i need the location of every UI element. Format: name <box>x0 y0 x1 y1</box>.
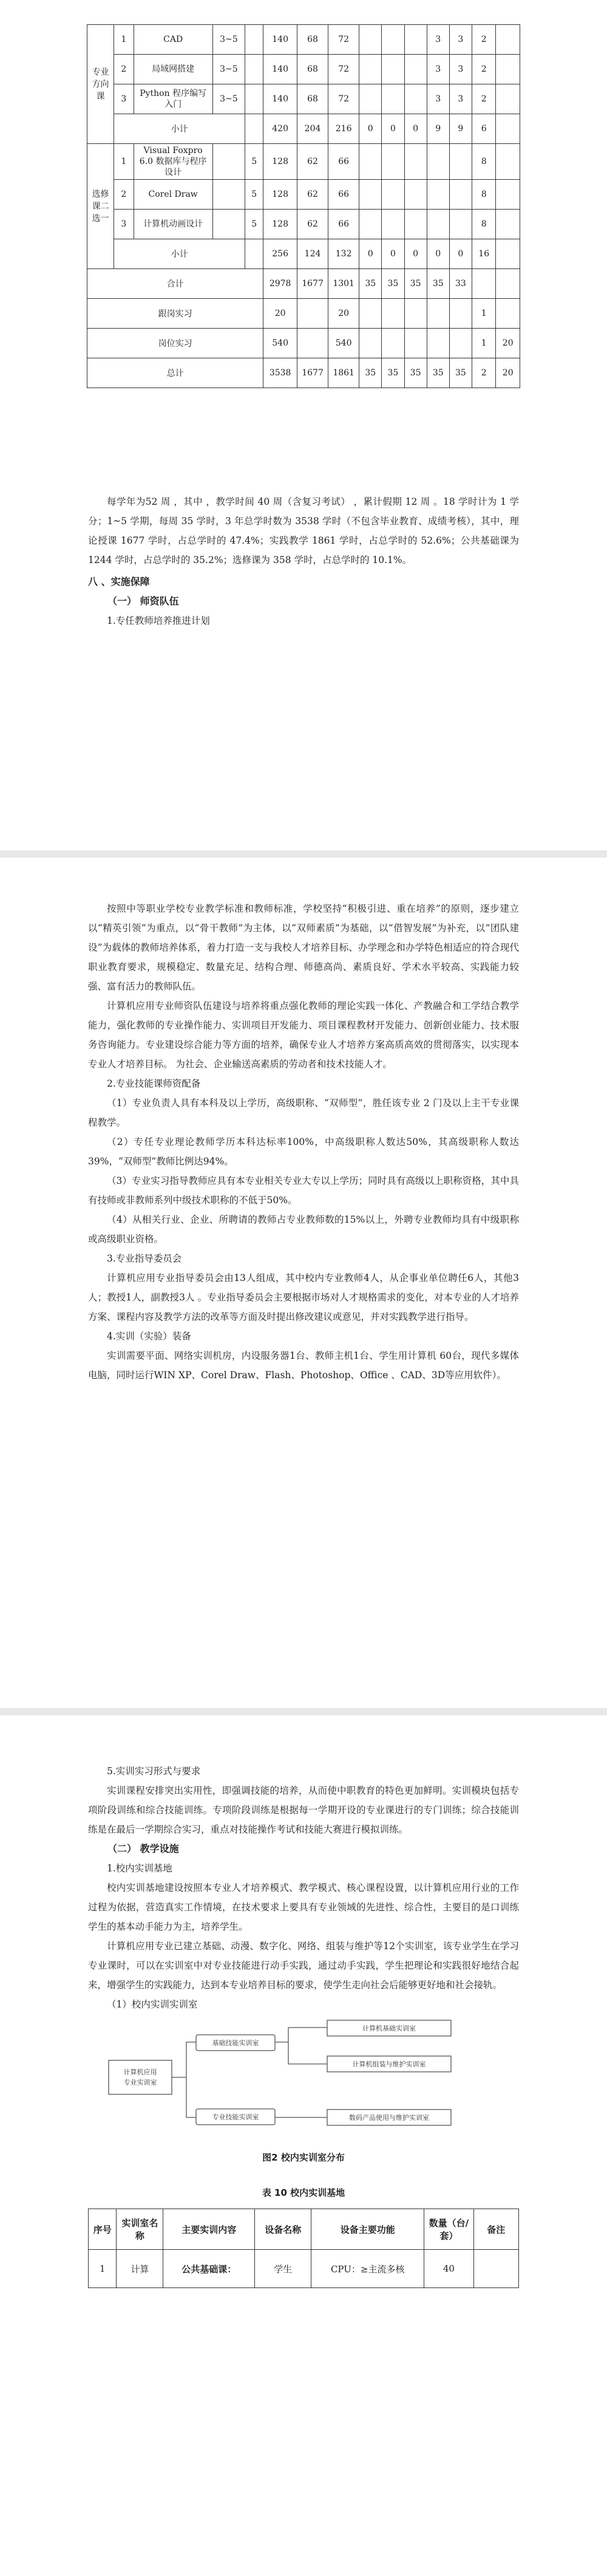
cell-course-name: Corel Draw <box>134 180 212 210</box>
paragraph: （1）专业负责人具有本科及以上学历，高级职称、“双师型”，胜任该专业 2 门及以上主干专业课程教学。 <box>88 1098 519 1128</box>
table-row <box>87 180 520 210</box>
summary-label: 总计 <box>87 358 263 388</box>
table-row <box>87 144 520 180</box>
cell-value: 35 <box>404 358 427 388</box>
cell-value <box>496 239 520 269</box>
cell-value <box>449 180 472 210</box>
page-1 <box>0 0 607 850</box>
cell-value: 35 <box>404 269 427 299</box>
cell-value <box>245 25 263 55</box>
cell-value: 62 <box>297 180 328 210</box>
cell-course-name: 局域网搭建 <box>134 55 212 84</box>
cell-value <box>382 55 404 84</box>
cell-value: 0 <box>382 239 404 269</box>
cell-value: 0 <box>404 239 427 269</box>
item-heading: 5.实训实习形式与要求 <box>107 1766 201 1777</box>
cell-value: 35 <box>427 358 449 388</box>
cell-value: 16 <box>472 239 495 269</box>
cell-semester: 3~5 <box>212 84 245 114</box>
cell-value <box>404 180 427 210</box>
cell-value <box>245 239 263 269</box>
diagram-root-box <box>109 2060 172 2094</box>
column-header: 设备主要功能 <box>311 2209 424 2250</box>
cell-value <box>427 180 449 210</box>
cell-value: 3 <box>449 25 472 55</box>
cell-value: 35 <box>359 358 382 388</box>
paragraph: （4）从相关行业、企业、所聘请的教师占专业教师数的15%以上，外聘专业教师均具有中级职称或高级职业资格。 <box>88 1214 519 1245</box>
cell-value <box>404 210 427 239</box>
cell-value <box>382 299 404 329</box>
cell-value: 2 <box>472 25 495 55</box>
cell-no: 3 <box>114 210 134 239</box>
cell-value <box>496 299 520 329</box>
cell-value: 8 <box>472 180 495 210</box>
cell-semester: 3~5 <box>212 55 245 84</box>
paragraph: 计算机应用专业已建立基础、动漫、数字化、网络、组装与维护等12个实训室，该专业学生在学习专业课时，可以在实训室中对专业技能进行动手实践，通过动手实践，学生把理论和实践很好地结合起来，增强学生的实践能力，达到本专业培养目标的要求，使学生走向社会后能够更好地和社会接轨。 <box>88 1941 519 1990</box>
cell-value: 3 <box>427 25 449 55</box>
column-header: 主要实训内容 <box>163 2209 255 2250</box>
paragraph: （2）专任专业理论教师学历本科达标率100%，中高级职称人数达50%，其高级职称人数达39%，“双师型”教师比例达94%。 <box>88 1136 519 1167</box>
cell-value: 66 <box>328 144 359 180</box>
summary-label: 岗位实习 <box>87 329 263 358</box>
page3-text <box>88 1761 519 2288</box>
cell-value: 20 <box>496 358 520 388</box>
cell-value: 3 <box>427 84 449 114</box>
diagram-leaf-label-2: 计算机组装与维护实训室 <box>352 2060 426 2068</box>
cell-value: 5 <box>245 180 263 210</box>
cell-no: 1 <box>114 144 134 180</box>
cell-value: 204 <box>297 114 328 144</box>
column-header: 备注 <box>473 2209 518 2250</box>
cell-semester <box>212 210 245 239</box>
cell-value: 0 <box>404 114 427 144</box>
cell-value <box>359 210 382 239</box>
subtotal-row <box>87 239 520 269</box>
cell-value: 20 <box>328 299 359 329</box>
cell-course-name: CAD <box>134 25 212 55</box>
cell-value: 3 <box>449 55 472 84</box>
cell-value: 0 <box>382 114 404 144</box>
cell-semester <box>212 144 245 180</box>
item-heading: 1.校内实训基地 <box>107 1863 172 1874</box>
cell-value <box>404 144 427 180</box>
cell-value <box>382 25 404 55</box>
cell-value: 9 <box>427 114 449 144</box>
table-cell: 1 <box>89 2250 117 2288</box>
cell-value: 66 <box>328 180 359 210</box>
cell-value: 124 <box>297 239 328 269</box>
cell-value: 1 <box>472 299 495 329</box>
cell-value: 8 <box>472 210 495 239</box>
cell-value: 1861 <box>328 358 359 388</box>
cell-value: 35 <box>449 358 472 388</box>
cell-value <box>427 299 449 329</box>
paragraph: 校内实训基地建设按照本专业人才培养模式、教学模式、核心课程设置，以计算机应用行业的工作过程为依据，营造真实工作情境，在技术要求上要具有专业领域的先进性、综合性，主要目的是口训练学生的基本动手能力为主，培养学生。 <box>88 1882 519 1932</box>
subsection-heading: （二） 教学设施 <box>107 1843 179 1854</box>
cell-no: 2 <box>114 180 134 210</box>
table-row <box>87 55 520 84</box>
item-heading: （1）校内实训实训室 <box>107 1999 198 2010</box>
diagram-root-label-2: 专业实训室 <box>123 2079 157 2086</box>
lab-distribution-diagram <box>88 2018 519 2139</box>
paragraph: 实训课程安排突出实用性，即强调技能的培养，从而使中职教育的特色更加鲜明。实训模块包括专项阶段训练和综合技能训练。专项阶段训练是根据每一学期开设的专业课进行的专门训练；综合技能训练是在最后一学期综合实习，重点对技能操作考试和技能大赛进行模拟训练。 <box>88 1785 519 1835</box>
cell-value: 540 <box>263 329 297 358</box>
cell-value <box>496 144 520 180</box>
cell-value: 5 <box>245 210 263 239</box>
cell-value: 68 <box>297 55 328 84</box>
diagram-leaf-label-3: 数码产品使用与维护实训室 <box>349 2114 429 2122</box>
page2-text <box>88 899 519 1385</box>
table-cell: 计算 <box>117 2250 163 2288</box>
cell-value <box>449 299 472 329</box>
cell-value: 6 <box>472 114 495 144</box>
paragraph: 计算机应用专业师资队伍建设与培养将重点强化教师的理论实践一体化、产教融合和工学结合教学能力，强化教师的专业操作能力、实训项目开发能力、项目课程教材开发能力、创新创业能力、技术服务咨询能力。专业建设综合能力等方面的培养，确保专业人才培养方案高质高效的贯彻落实，以实现本专业人才培养目标。 为社会、企业输送高素质的劳动者和技术技能人才。 <box>88 1000 519 1070</box>
cell-value: 540 <box>328 329 359 358</box>
item-heading: 3.专业指导委员会 <box>107 1253 182 1264</box>
cell-value: 140 <box>263 25 297 55</box>
cell-value <box>359 299 382 329</box>
cell-value: 68 <box>297 25 328 55</box>
paragraph: （3）专业实习指导教师应具有本专业相关专业大专以上学历；同时具有高级以上职称资格，其中具有技师或非教师系列中级技术职称的不低于50%。 <box>88 1175 519 1206</box>
subsection-heading: （一） 师资队伍 <box>107 595 179 607</box>
cell-value <box>404 25 427 55</box>
cell-value: 216 <box>328 114 359 144</box>
cell-value: 0 <box>427 239 449 269</box>
table-row <box>87 84 520 114</box>
cell-no: 2 <box>114 55 134 84</box>
diagram-leaf-label-1: 计算机基础实训室 <box>362 2024 416 2032</box>
cell-value <box>496 55 520 84</box>
summary-row <box>87 329 520 358</box>
cell-value: 20 <box>263 299 297 329</box>
cell-value <box>404 329 427 358</box>
cell-value <box>496 114 520 144</box>
cell-value: 1677 <box>297 269 328 299</box>
cell-value <box>449 144 472 180</box>
cell-value: 128 <box>263 180 297 210</box>
cell-value <box>449 210 472 239</box>
cell-value: 5 <box>245 144 263 180</box>
cell-value: 35 <box>427 269 449 299</box>
page-2 <box>0 858 607 1708</box>
group-label-cell: 选修课二选一 <box>87 144 114 269</box>
cell-value: 3 <box>449 84 472 114</box>
cell-value <box>404 84 427 114</box>
column-header: 序号 <box>89 2209 117 2250</box>
cell-value: 2 <box>472 358 495 388</box>
section-heading: 八 、实施保障 <box>88 576 150 587</box>
subtotal-label: 小计 <box>114 114 245 144</box>
cell-value <box>404 299 427 329</box>
cell-value: 33 <box>449 269 472 299</box>
cell-value <box>359 180 382 210</box>
table-cell: CPU：≥主流多核 <box>311 2250 424 2288</box>
course-hours-table <box>87 24 520 388</box>
diagram-mid-label-2: 专业技能实训室 <box>212 2113 259 2121</box>
cell-value: 2 <box>472 55 495 84</box>
cell-value <box>245 84 263 114</box>
cell-value: 132 <box>328 239 359 269</box>
summary-label: 合计 <box>87 269 263 299</box>
subtotal-label: 小计 <box>114 239 245 269</box>
diagram-connector <box>172 2042 196 2117</box>
cell-value <box>496 180 520 210</box>
column-header: 实训室名称 <box>117 2209 163 2250</box>
cell-value <box>496 210 520 239</box>
table-row <box>87 25 520 55</box>
item-heading: 4.实训（实验）装备 <box>107 1331 191 1342</box>
cell-value <box>382 144 404 180</box>
cell-value: 35 <box>359 269 382 299</box>
cell-semester <box>212 180 245 210</box>
cell-value <box>359 144 382 180</box>
cell-value: 420 <box>263 114 297 144</box>
cell-value: 68 <box>297 84 328 114</box>
cell-value: 0 <box>449 239 472 269</box>
figure-caption: 图2 校内实训室分布 <box>262 2152 345 2163</box>
cell-value: 1677 <box>297 358 328 388</box>
cell-value: 3538 <box>263 358 297 388</box>
cell-course-name: Python 程序编写入门 <box>134 84 212 114</box>
cell-value <box>245 55 263 84</box>
cell-value: 9 <box>449 114 472 144</box>
cell-value: 0 <box>359 114 382 144</box>
cell-value <box>359 84 382 114</box>
cell-value: 256 <box>263 239 297 269</box>
table-cell: 学生 <box>255 2250 311 2288</box>
summary-row <box>87 299 520 329</box>
cell-value <box>496 25 520 55</box>
table-cell: 公共基础课： <box>163 2250 255 2288</box>
cell-value <box>472 269 495 299</box>
item-heading: 1.专任教师培养推进计划 <box>107 615 210 626</box>
cell-value: 72 <box>328 55 359 84</box>
cell-value: 2 <box>472 84 495 114</box>
table-cell <box>473 2250 518 2288</box>
cell-value <box>297 299 328 329</box>
cell-value: 1 <box>472 329 495 358</box>
cell-value <box>359 25 382 55</box>
cell-value: 1301 <box>328 269 359 299</box>
hours-summary-paragraph: 每学年为52 周 ，其中 ，教学时间 40 周（含复习考试） ，累计假期 12 周 。18 学时计为 1 学分；1~5 学期，每周 35 学时，3 年总学时数为 3538 学时（不包含毕业教育、成绩考核），其中，理论授课 1677 学时，占总学时的 47.4%；实践教学 1861 学时，占总学时的 52.6%；公共基础课为 1244 学时，占总学时的 35.2%；选修课为 358 学时，占总学时的 10.1%。 <box>88 496 519 565</box>
cell-value <box>359 329 382 358</box>
cell-value <box>404 55 427 84</box>
paragraph: 按照中等职业学校专业教学标准和教师标准，学校坚持“积极引进、重在培养”的原则，逐步建立以“精英引领”为重点，以“骨干教师”为主体，以“双师素质”为基础，以“借智发展”为补充，以“团队建设”为载体的教师培养体系，着力打造一支与我校人才培养目标、办学理念和办学特色相适应的符合现代职业教育要求，规模稳定、数量充足、结构合理、师德高尚、素质良好、学术水平较高、实践能力较强、富有活力的教师队伍。 <box>88 903 519 992</box>
cell-value: 128 <box>263 144 297 180</box>
cell-value <box>427 144 449 180</box>
cell-value <box>496 84 520 114</box>
cell-value: 72 <box>328 25 359 55</box>
cell-value <box>382 180 404 210</box>
cell-value: 128 <box>263 210 297 239</box>
summary-label: 跟岗实习 <box>87 299 263 329</box>
cell-no: 3 <box>114 84 134 114</box>
cell-value: 72 <box>328 84 359 114</box>
cell-value <box>496 269 520 299</box>
cell-no: 1 <box>114 25 134 55</box>
cell-value: 8 <box>472 144 495 180</box>
item-heading: 2.专业技能课师资配备 <box>107 1078 201 1089</box>
cell-course-name: Visual Foxpro 6.0 数据库与程序设计 <box>134 144 212 180</box>
cell-value: 140 <box>263 84 297 114</box>
cell-value <box>449 329 472 358</box>
cell-value: 20 <box>496 329 520 358</box>
cell-value: 35 <box>382 269 404 299</box>
cell-value: 2978 <box>263 269 297 299</box>
paragraph: 计算机应用专业指导委员会由13人组成，其中校内专业教师4人，从企事业单位聘任6人，其他3人；教授1人，副教授3人 。专业指导委员会主要根据市场对人才规格需求的变化，对本专业的人才培养方案、课程内容及教学方法的改革等方面及时提出修改建议或意见，并对实践教学进行指导。 <box>88 1273 519 1322</box>
training-base-table <box>88 2209 519 2288</box>
table-caption: 表 10 校内实训基地 <box>262 2187 345 2198</box>
table-row <box>87 210 520 239</box>
cell-value <box>427 210 449 239</box>
cell-semester: 3~5 <box>212 25 245 55</box>
diagram-mid-label-1: 基础技能实训室 <box>212 2039 259 2047</box>
summary-row <box>87 358 520 388</box>
cell-value <box>245 114 263 144</box>
cell-value <box>382 84 404 114</box>
cell-value <box>382 329 404 358</box>
cell-value: 140 <box>263 55 297 84</box>
table-cell: 40 <box>424 2250 473 2288</box>
cell-value <box>427 329 449 358</box>
cell-value: 35 <box>382 358 404 388</box>
cell-value: 62 <box>297 144 328 180</box>
diagram-connector <box>275 2028 327 2117</box>
diagram-root-label-1: 计算机应用 <box>123 2068 157 2076</box>
column-header: 设备名称 <box>255 2209 311 2250</box>
cell-course-name: 计算机动画设计 <box>134 210 212 239</box>
page-3 <box>0 1715 607 2576</box>
subtotal-row <box>87 114 520 144</box>
cell-value: 3 <box>427 55 449 84</box>
cell-value: 62 <box>297 210 328 239</box>
cell-value <box>359 55 382 84</box>
group-label-cell: 专业方向课 <box>87 25 114 144</box>
cell-value <box>297 329 328 358</box>
cell-value <box>382 210 404 239</box>
summary-row <box>87 269 520 299</box>
page1-text <box>88 492 519 630</box>
cell-value: 0 <box>359 239 382 269</box>
column-header: 数量（台/套） <box>424 2209 473 2250</box>
paragraph: 实训需要平面、网络实训机房，内设服务器1台、教师主机1台、学生用计算机 60台，现代多媒体电脑，同时运行WIN XP、Corel Draw、Flash、Photoshop、Office 、CAD、3D等应用软件）。 <box>88 1350 519 1381</box>
cell-value: 66 <box>328 210 359 239</box>
